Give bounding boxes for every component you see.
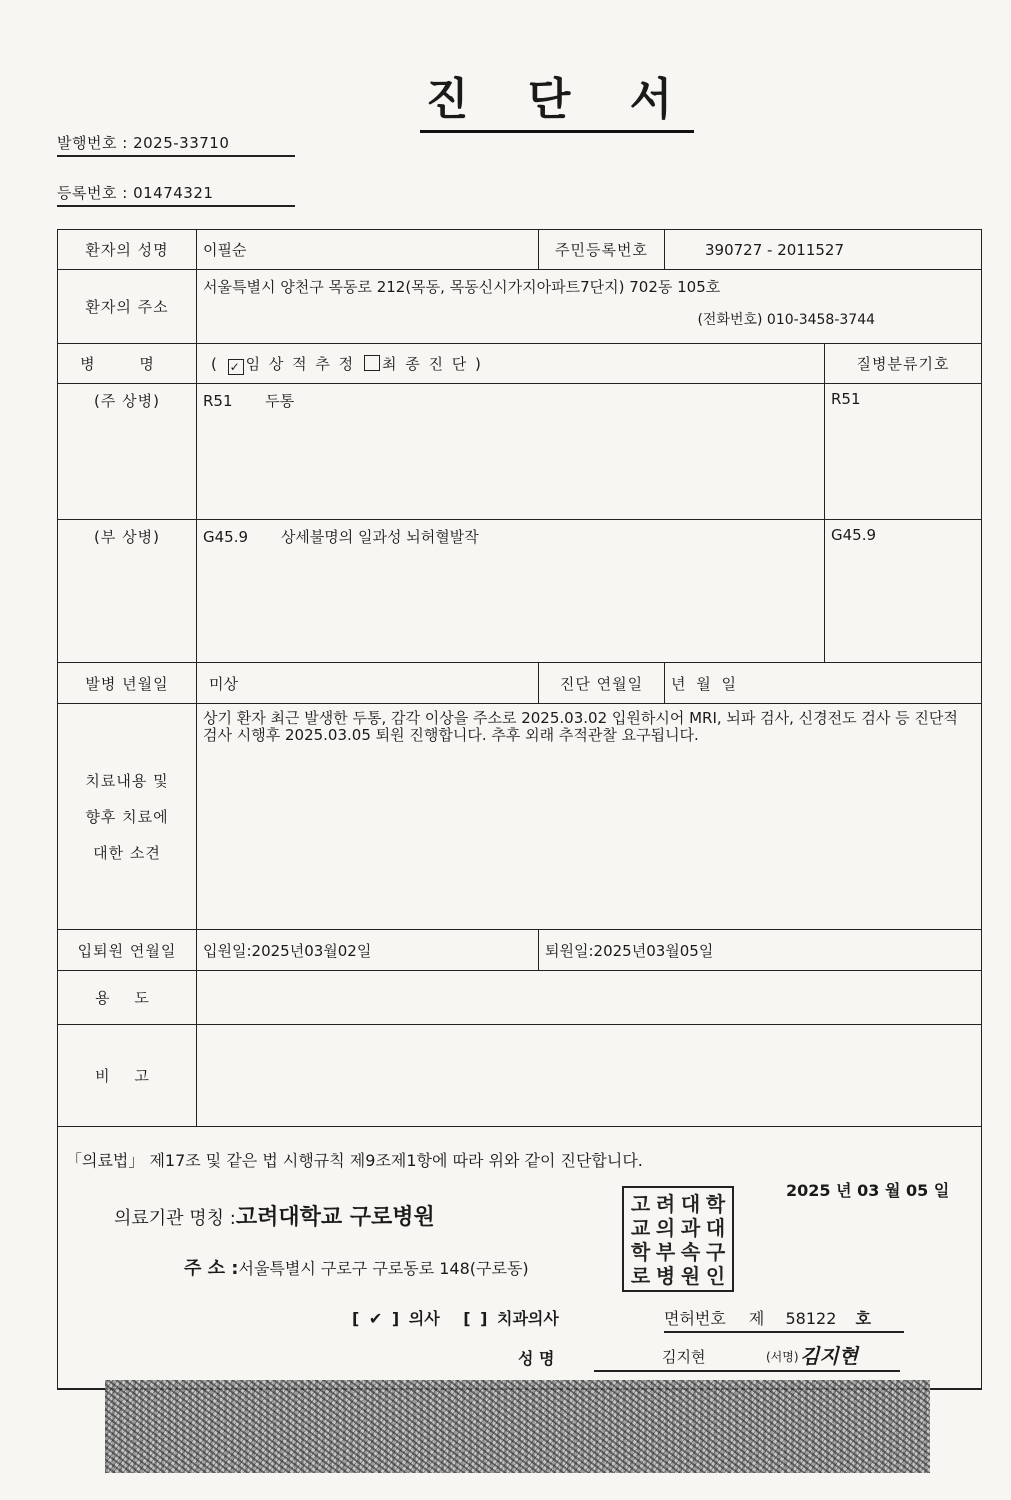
doctor-name: 김지현 [662, 1348, 706, 1366]
license-prefix: 제 [748, 1309, 765, 1328]
rrn-label: 주민등록번호 [539, 230, 665, 270]
onset-row [58, 663, 982, 704]
clinical-estimate-checkbox[interactable]: ✓ [229, 359, 242, 374]
seal-char: 속 [680, 1240, 701, 1264]
patient-name: 이필순 [197, 230, 539, 270]
license-suffix: 호 [855, 1309, 871, 1328]
main-disease-class: R51 [825, 384, 982, 520]
institution-label: 의료기관 명칭 : [114, 1208, 236, 1229]
seal-char: 려 [655, 1192, 676, 1216]
treatment-label-line1: 치료내용 및 [85, 771, 169, 790]
address-row [58, 270, 982, 344]
seal-char: 대 [680, 1192, 701, 1216]
registration-number-underline [57, 205, 295, 207]
patient-address-cell [197, 270, 982, 344]
disease-options [197, 344, 825, 384]
onset-label: 발병 년월일 [58, 663, 197, 704]
issue-number-label: 발행번호 : [57, 134, 128, 152]
remarks-label: 비 고 [58, 1025, 197, 1127]
hospital-seal [622, 1186, 734, 1292]
seal-char: 원 [680, 1264, 701, 1288]
patient-name-label: 환자의 성명 [58, 230, 197, 270]
license-number: 58122 [785, 1309, 837, 1328]
seal-char: 의 [655, 1216, 676, 1240]
sub-disease-row [58, 520, 982, 663]
seal-char: 대 [705, 1216, 726, 1240]
disease-option-open: ( [211, 354, 219, 373]
seal-char: 과 [680, 1216, 701, 1240]
dentist-checkbox[interactable]: [ ] 치과의사 [463, 1309, 559, 1328]
seal-char: 부 [655, 1240, 676, 1264]
disease-label: 병 명 [58, 344, 197, 384]
main-disease-code: R51 [203, 392, 233, 410]
onset-value: 미상 [197, 663, 539, 704]
treatment-label-line2: 향후 치료에 [85, 807, 169, 826]
discharge-date: 퇴원일:2025년03월05일 [539, 930, 982, 971]
patient-address: 서울특별시 양천구 목동로 212(목동, 목동신시가지아파트7단지) 702동 105호 [203, 278, 721, 296]
institution-address-line [184, 1254, 529, 1280]
license-label: 면허번호 [664, 1309, 726, 1328]
diagnosis-date-label: 진단 연월일 [539, 663, 665, 704]
diagnosis-date-value: 년 월 일 [665, 663, 982, 704]
main-disease-label: (주 상병) [58, 384, 197, 520]
final-diagnosis-checkbox[interactable] [364, 355, 380, 371]
usage-label: 용 도 [58, 971, 197, 1025]
main-disease-row [58, 384, 982, 520]
issue-number-underline [57, 155, 295, 157]
institution-address-label: 주 소 : [184, 1258, 239, 1279]
seal-char: 고 [630, 1192, 651, 1216]
seal-char: 학 [705, 1192, 726, 1216]
patient-address-label: 환자의 주소 [58, 270, 197, 344]
main-disease-name: 두통 [265, 392, 295, 410]
main-disease-cell [197, 384, 825, 520]
seal-char: 구 [705, 1240, 726, 1264]
doctor-name-line [594, 1344, 900, 1372]
sub-disease-cell [197, 520, 825, 663]
registration-number-label: 등록번호 : [57, 184, 128, 202]
law-statement: 「의료법」 제17조 및 같은 법 시행규칙 제9조제1항에 따라 위와 같이 진단합니다. [66, 1151, 643, 1170]
doctor-signature: 김지현 [800, 1344, 858, 1368]
sub-disease-code: G45.9 [203, 528, 249, 546]
patient-phone: (전화번호) 010-3458-3744 [697, 312, 876, 328]
seal-char: 로 [630, 1264, 651, 1288]
signature-label: (서명) [766, 1350, 799, 1364]
institution-name: 고려대학교 구로병원 [235, 1205, 435, 1230]
final-diagnosis-label: 최 종 진 단 [381, 354, 469, 373]
registration-number [57, 182, 213, 203]
disease-header-row [58, 344, 982, 384]
treatment-label-line3: 대한 소견 [93, 843, 161, 862]
seal-char: 교 [630, 1216, 651, 1240]
issue-date: 2025 년 03 월 05 일 [786, 1181, 950, 1200]
seal-char: 병 [655, 1264, 676, 1288]
admission-date: 입원일:2025년03월02일 [197, 930, 539, 971]
treatment-label [58, 704, 197, 930]
institution-line [114, 1200, 435, 1231]
doctor-checkbox[interactable]: [ ✔ ] 의사 [352, 1309, 440, 1328]
disease-code-label: 질병분류기호 [825, 344, 982, 384]
issue-number-value: 2025-33710 [133, 134, 230, 152]
admission-label: 입퇴원 연월일 [58, 930, 197, 971]
sub-disease-label: (부 상병) [58, 520, 197, 663]
sub-disease-class: G45.9 [825, 520, 982, 663]
seal-char: 학 [630, 1240, 651, 1264]
sub-disease-name: 상세불명의 일과성 뇌허혈발작 [280, 528, 479, 546]
seal-char: 인 [705, 1264, 726, 1288]
usage-value [197, 971, 982, 1025]
redacted-area [105, 1380, 930, 1473]
treatment-row [58, 704, 982, 930]
name-row [58, 230, 982, 270]
document-title: 진 단 서 [420, 72, 694, 133]
disease-option-close: ) [475, 354, 483, 373]
rrn-value: 390727 - 2011527 [665, 230, 982, 270]
doctor-name-label: 성 명 [518, 1349, 555, 1368]
institution-address: 서울특별시 구로구 구로동로 148(구로동) [238, 1259, 529, 1278]
registration-number-value: 01474321 [133, 184, 214, 202]
remarks-row [58, 1025, 982, 1127]
issue-number [57, 132, 229, 153]
license-line [664, 1306, 904, 1333]
admission-row [58, 930, 982, 971]
usage-row [58, 971, 982, 1025]
practitioner-type [352, 1306, 559, 1329]
treatment-text: 상기 환자 최근 발생한 두통, 감각 이상을 주소로 2025.03.02 입원하시어 MRI, 뇌파 검사, 신경전도 검사 등 진단적 검사 시행후 2025.03.05 퇴원 진행합니다. 추후 외래 추적관찰 요구됩니다. [197, 704, 982, 930]
clinical-estimate-label: 임 상 적 추 정 [245, 354, 356, 373]
remarks-value [197, 1025, 982, 1127]
